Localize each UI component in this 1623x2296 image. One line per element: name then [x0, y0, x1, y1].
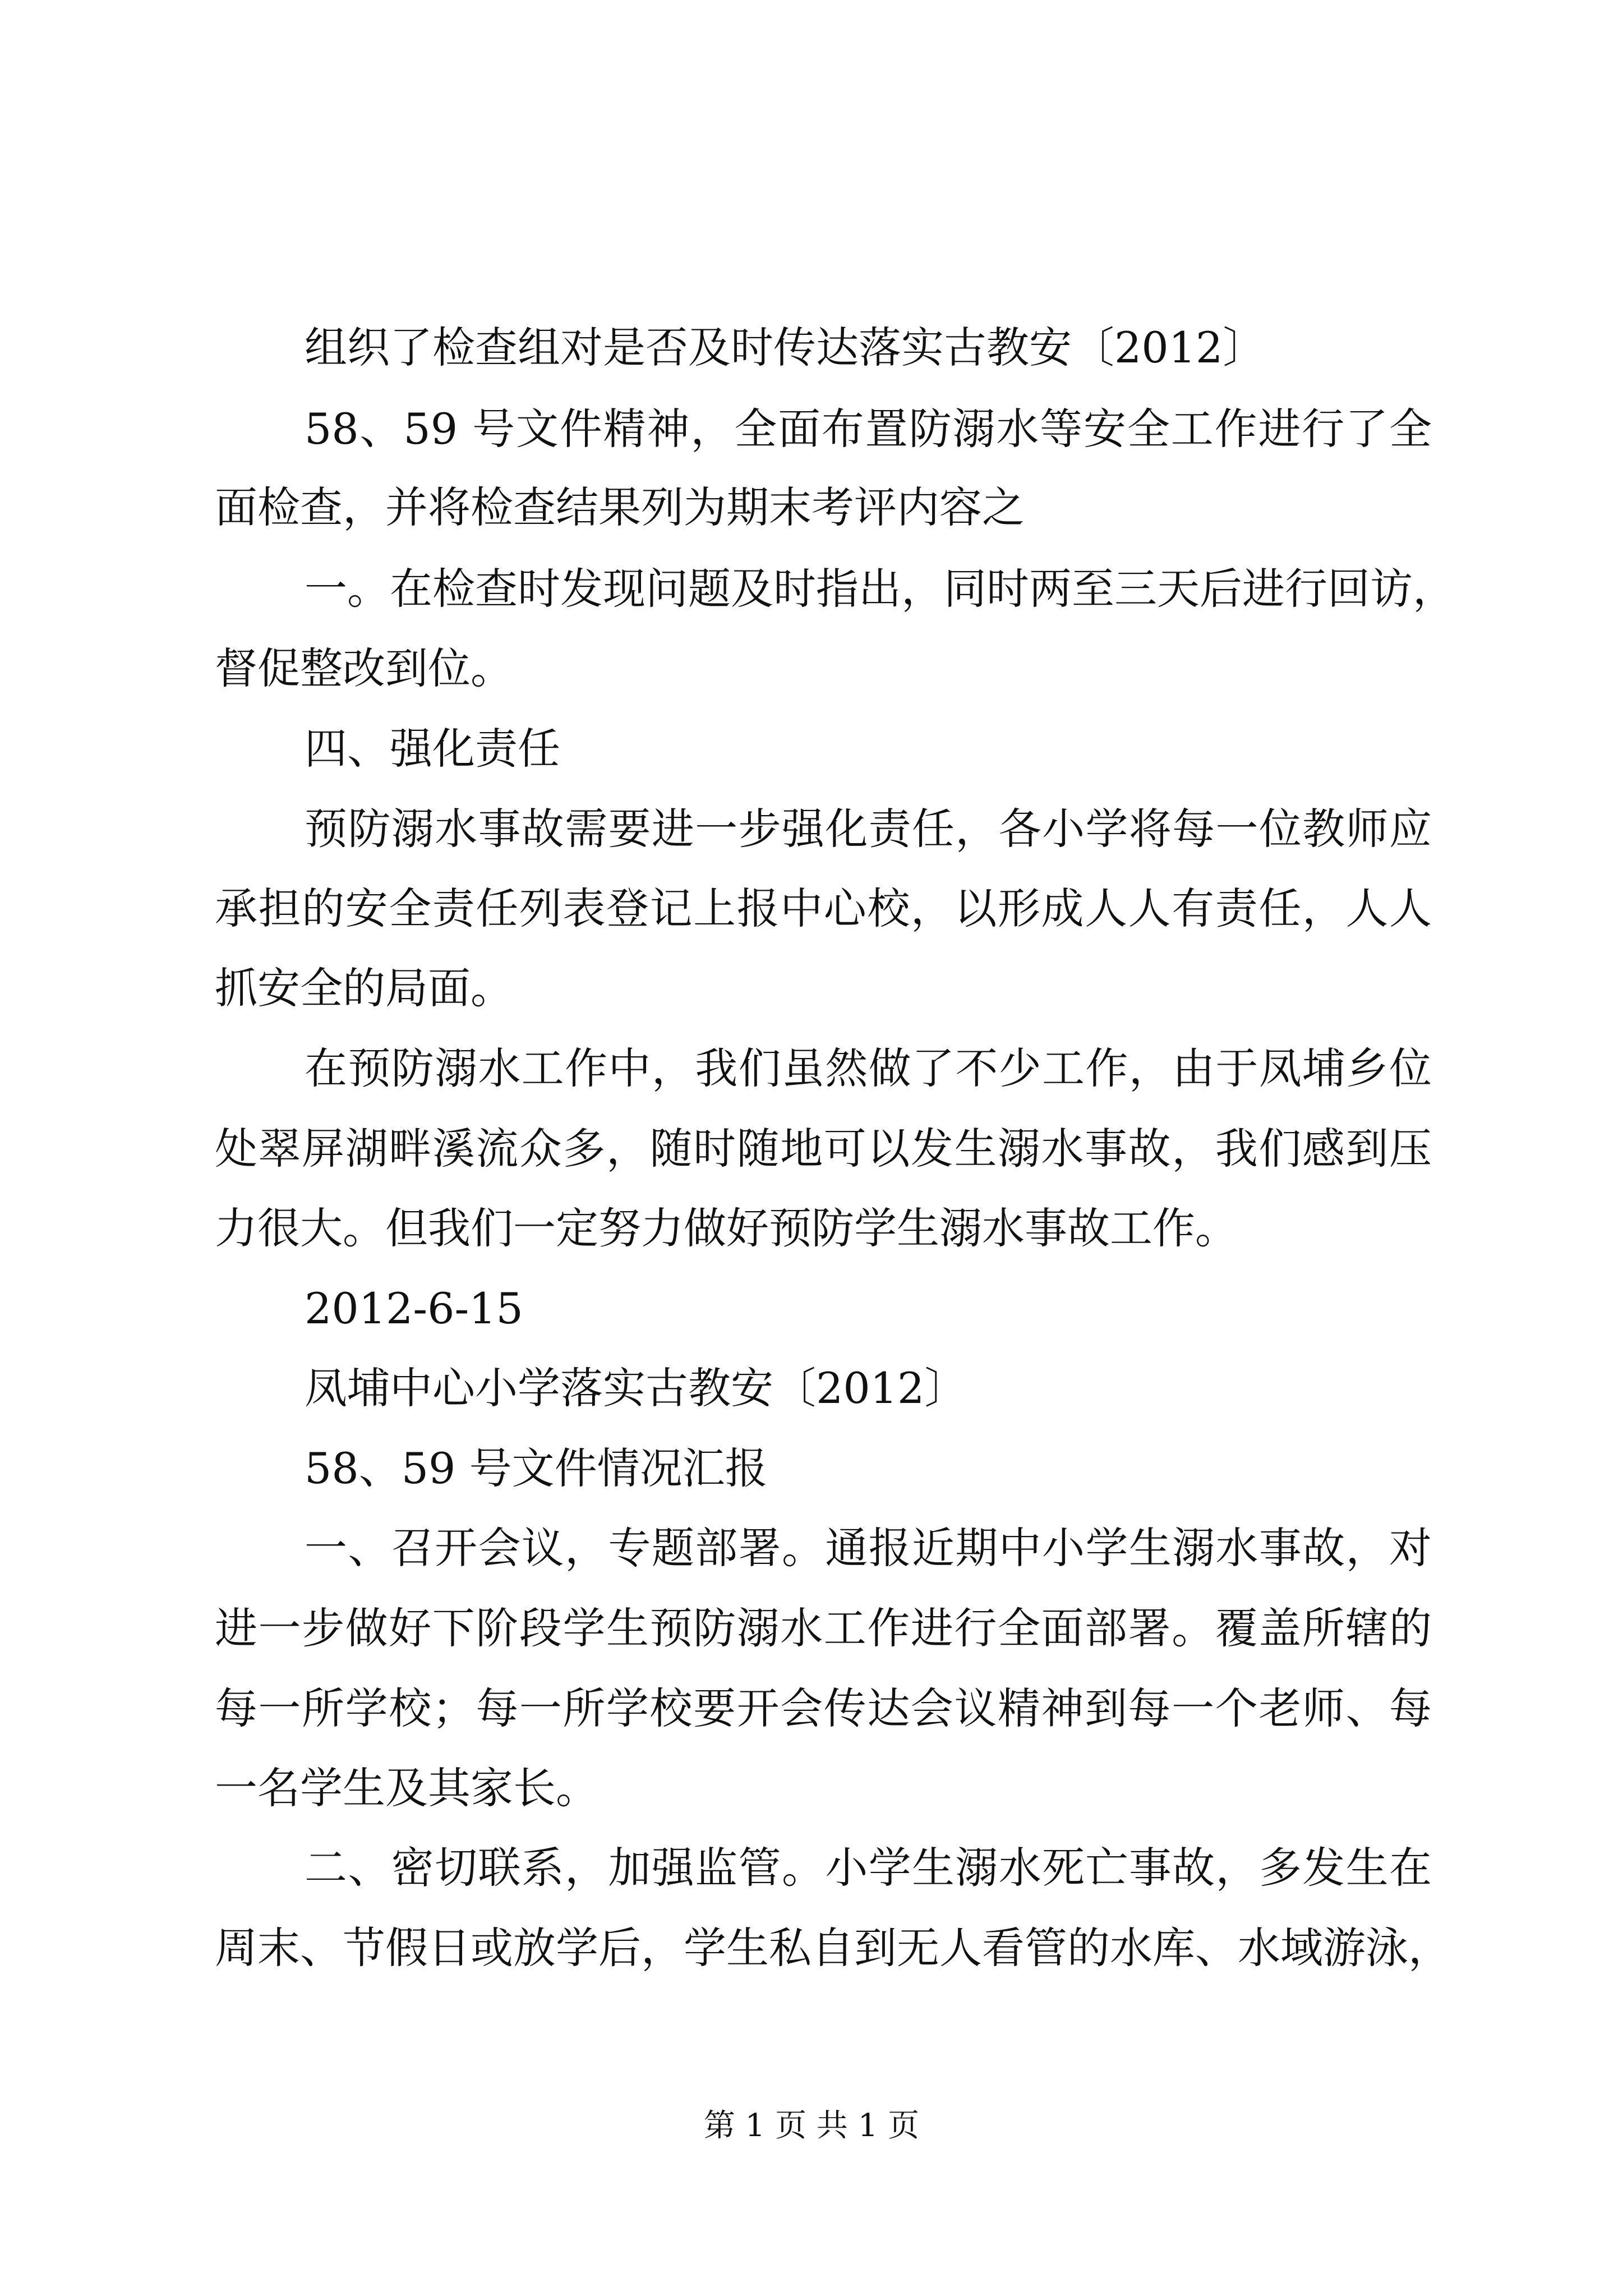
text-line: 进一步做好下阶段学生预防溺水工作进行全面部署。覆盖所辖的 [215, 1603, 1432, 1653]
text-line: 一名学生及其家长。 [215, 1763, 598, 1813]
text-line: 预防溺水事故需要进一步强化责任，各小学将每一位教师应 [305, 804, 1432, 854]
text-line: 一、召开会议，专题部署。通报近期中小学生溺水事故，对 [305, 1523, 1432, 1573]
text-line: 组织了检查组对是否及时传达落实古教安〔2012〕 [305, 323, 1266, 372]
text-line: 承担的安全责任列表登记上报中心校，以形成人人有责任，人人 [215, 884, 1432, 933]
page-number-footer: 第 1 页 共 1 页 [703, 2108, 920, 2144]
text-line: 在预防溺水工作中，我们虽然做了不少工作，由于凤埔乡位 [305, 1043, 1432, 1093]
text-line: 处翠屏湖畔溪流众多，随时随地可以发生溺水事故，我们感到压 [215, 1124, 1432, 1174]
text-line: 58、59 号文件精神，全面布置防溺水等安全工作进行了全 [305, 404, 1432, 454]
date-line: 2012-6-15 [305, 1283, 523, 1333]
text-line: 一。在检查时发现问题及时指出，同时两至三天后进行回访， [305, 564, 1455, 614]
text-line: 力很大。但我们一定努力做好预防学生溺水事故工作。 [215, 1203, 1238, 1253]
text-line: 抓安全的局面。 [215, 963, 513, 1013]
text-line: 周末、节假日或放学后，学生私自到无人看管的水库、水域游泳， [215, 1923, 1451, 1973]
text-line: 每一所学校；每一所学校要开会传达会议精神到每一个老师、每 [215, 1683, 1432, 1733]
text-line: 面检查，并将检查结果列为期末考评内容之 [215, 482, 1025, 532]
section-heading: 四、强化责任 [305, 724, 560, 774]
text-line: 督促整改到位。 [215, 643, 513, 693]
report-title-line: 58、59 号文件情况汇报 [305, 1443, 768, 1493]
text-line: 二、密切联系，加强监管。小学生溺水死亡事故，多发生在 [305, 1843, 1432, 1893]
report-title-line: 凤埔中心小学落实古教安〔2012〕 [305, 1363, 967, 1413]
